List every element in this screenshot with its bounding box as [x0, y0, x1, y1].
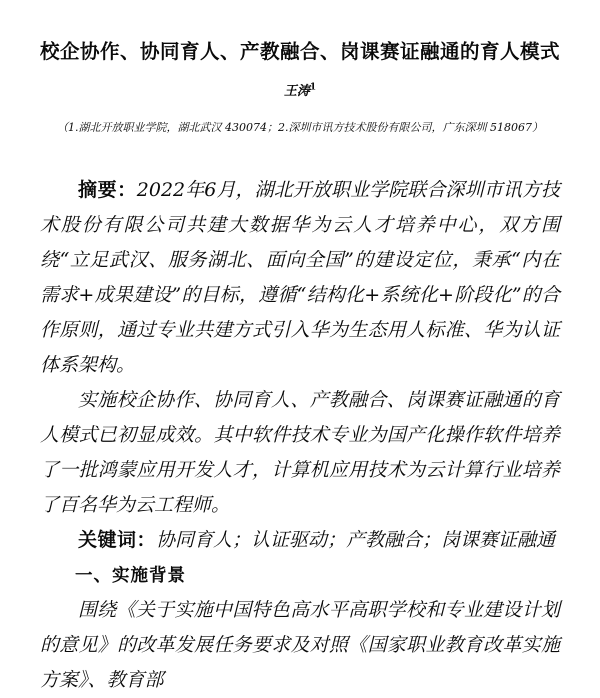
keywords-label: 关键词： — [78, 530, 157, 551]
section-heading-1: 一、实施背景 — [75, 565, 186, 585]
abstract-label: 摘要： — [78, 180, 137, 201]
section1-paragraph-1: 围绕《关于实施中国特色高水平高职学校和专业建设计划的意见》的改革发展任务要求及对照《国家职业教育改革实施方案》、教育部 — [40, 599, 560, 691]
abstract-paragraph-2: 实施校企协作、协同育人、产教融合、岗课赛证融通的育人模式已初显成效。其中软件技术专业为国产化操作软件培养了一批鸿蒙应用开发人才，计算机应用技术为云计算行业培养了百名华为云工程师。 — [40, 389, 560, 516]
author-name: 王涛 — [283, 84, 310, 99]
keywords-line — [40, 523, 560, 558]
abstract-block — [40, 173, 560, 523]
author-affiliation-superscript: 1 — [309, 82, 317, 93]
keywords-text: 协同育人；认证驱动；产教融合；岗课赛证融通 — [156, 529, 556, 551]
affiliation-line: （1.湖北开放职业学院，湖北武汉 430074；2.深圳市讯方技术股份有限公司，广东深圳 518067） — [57, 121, 543, 134]
author-line — [40, 80, 560, 99]
paper-title: 校企协作、协同育人、产教融合、岗课赛证融通的育人模式 — [40, 41, 561, 63]
abstract-paragraph-1 — [40, 173, 560, 383]
abstract-text-1: 2022年6月，湖北开放职业学院联合深圳市讯方技术股份有限公司共建大数据华为云人才培养中心，双方围绕“立足武汉、服务湖北、面向全国”的建设定位，秉承“内在需求+成果建设”的目标，遵循“结构化+系统化+阶段化”的合作原则，通过专业共建方式引入华为生态用人标准、华为认证体系架构。 — [40, 179, 560, 376]
